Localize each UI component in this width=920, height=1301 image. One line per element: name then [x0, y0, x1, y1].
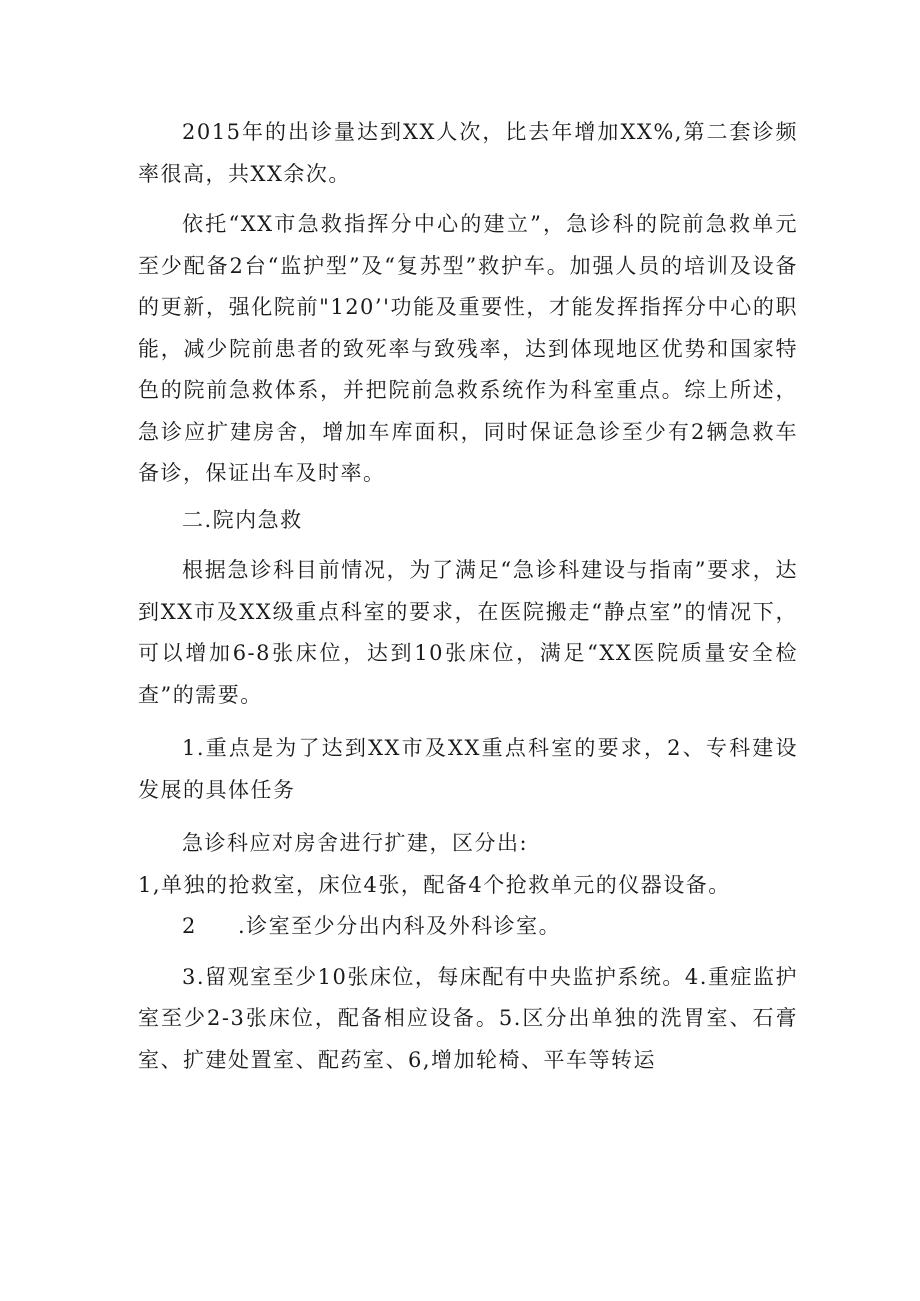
list-item-text: .诊室至少分出内科及外科诊室。 — [238, 914, 562, 938]
paragraph-expansion-intro: 急诊科应对房舍进行扩建，区分出: — [182, 831, 529, 855]
document-body — [138, 112, 798, 1081]
list-item-observation-room — [138, 957, 798, 1082]
list-item-number: 2 — [182, 914, 197, 938]
paragraph-current-situation: 根据急诊科目前情况，为了满足“急诊科建设与指南”要求，达到XX市及XX级重点科室的要求，在医院搬走“静点室”的情况下，可以增加6-8张床位，达到10张床位，满足“XX医院质量安全检查”的需要。 — [138, 558, 798, 707]
list-item-number: 3 — [182, 964, 197, 989]
list-item-rescue-room: 1,单独的抢救室，床位4张，配备4个抢救单元的仪器设备。 — [138, 872, 731, 897]
list-item-text: .留观室至少10张床位，每床配有中央监护系统。4.重症监护室至少2-3张床位，配备相应设备。5.区分出单独的洗胃室、石膏室、扩建处置室、配药室、6,增加轮椅、平车等转运 — [138, 964, 798, 1072]
paragraph-key-point-1: 1.重点是为了达到XX市及XX重点科室的要求，2、专科建设发展的具体任务 — [138, 736, 798, 802]
section-heading-in-hospital-emergency: 二.院内急救 — [182, 507, 303, 532]
paragraph-prehospital-emergency: 依托“XX市急救指挥分中心的建立”，急诊科的院前急救单元至少配备2台“监护型”及“复苏型”救护车。加强人员的培训及设备的更新，强化院前"120’'功能及重要性，才能发挥指挥分中心的职能，减少院前患者的致死率与致残率，达到体现地区优势和国家特色的院前急救体系，并把院前急救系统作为科室重点。综上所述，急诊应扩建房舍，增加车库面积，同时保证急诊至少有2辆急救车备诊，保证出车及时率。 — [138, 212, 798, 485]
paragraph-outpatient-volume: 2015年的出诊量达到XX人次，比去年增加XX%,第二套诊频率很高，共XX余次。 — [138, 120, 798, 186]
list-item-consulting-rooms — [138, 906, 798, 948]
